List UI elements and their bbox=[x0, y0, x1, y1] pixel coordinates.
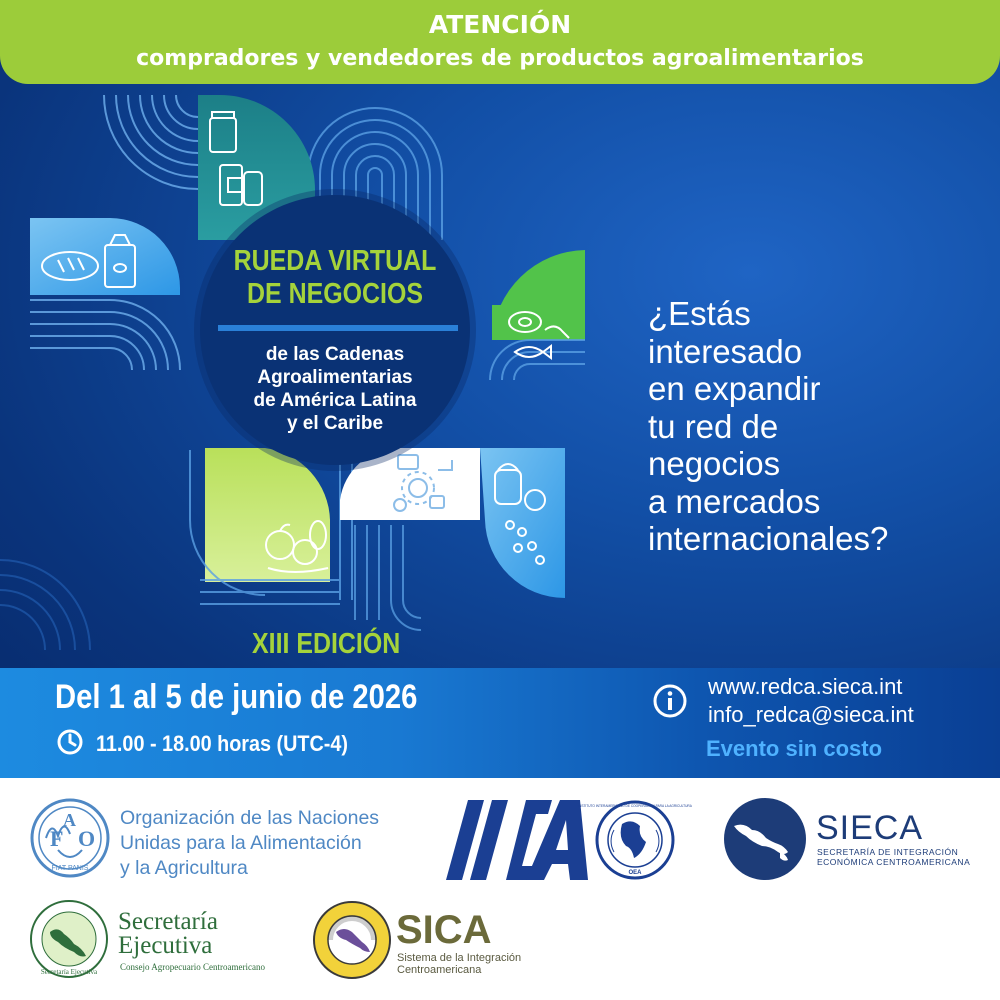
cac-seal-logo bbox=[28, 898, 110, 980]
event-subtitle: de las Cadenas Agroalimentarias de América Latina y el Caribe bbox=[253, 344, 417, 434]
attention-banner bbox=[0, 0, 1000, 84]
sieca-name: SIECA bbox=[816, 809, 924, 847]
event-title: RUEDA VIRTUAL DE NEGOCIOS bbox=[233, 245, 437, 310]
website-link[interactable]: www.redca.sieca.int bbox=[708, 674, 903, 699]
iica-seal-bottom: OEA bbox=[628, 870, 642, 876]
fao-logo bbox=[28, 796, 112, 880]
event-title-circle bbox=[200, 195, 470, 465]
arc-pattern-left bbox=[30, 300, 180, 370]
arc-pattern-top-left bbox=[104, 95, 198, 189]
cac-seal-text: Secretaría Ejecutiva bbox=[40, 968, 98, 976]
arc-pattern-faint bbox=[0, 560, 90, 650]
arc-pattern-right bbox=[490, 340, 585, 380]
fao-letter-o: O bbox=[78, 826, 96, 851]
cost-note: Evento sin costo bbox=[706, 736, 883, 761]
event-hours: 11.00 - 18.00 horas (UTC-4) bbox=[96, 731, 349, 756]
fao-letter-f: F bbox=[50, 826, 64, 851]
title-divider bbox=[218, 325, 458, 331]
cac-subtitle: Consejo Agropecuario Centroamericano bbox=[120, 962, 265, 972]
question-text: ¿Estás interesado en expandir tu red de negocios a mercados internacionales? bbox=[648, 295, 889, 557]
event-dates: Del 1 al 5 de junio de 2026 bbox=[55, 678, 418, 716]
iica-seal-text: INSTITUTO INTERAMERICANO DE COOPERACION PARA LA AGRICULTURA bbox=[578, 804, 692, 808]
edition-label: XIII EDICIÓN bbox=[252, 628, 401, 660]
sica-name: SICA bbox=[396, 908, 492, 952]
arc-pattern-bottom-center bbox=[355, 525, 421, 630]
fao-name: Organización de las Naciones Unidas para la Alimentación y la Agricultura bbox=[120, 807, 380, 879]
sieca-logo bbox=[722, 796, 808, 882]
fao-motto: FIAT PANIS bbox=[51, 865, 89, 872]
sieca-subtitle: SECRETARÍA DE INTEGRACIÓN ECONÓMICA CENTROAMERICANA bbox=[817, 847, 971, 867]
email-link[interactable]: info_redca@sieca.int bbox=[708, 702, 914, 727]
contact-info bbox=[708, 673, 914, 729]
iica-logo bbox=[440, 790, 692, 890]
clock-icon bbox=[56, 728, 84, 756]
fao-letter-a: A bbox=[63, 810, 76, 830]
sica-subtitle: Sistema de la Integración Centroamericana bbox=[397, 952, 522, 976]
info-icon bbox=[652, 683, 688, 719]
banner-title: ATENCIÓN bbox=[428, 10, 572, 39]
cac-name: Secretaría Ejecutiva bbox=[118, 908, 218, 959]
panel-grains bbox=[480, 448, 565, 598]
banner-subtitle: compradores y vendedores de productos agroalimentarios bbox=[136, 46, 864, 71]
sica-seal-logo bbox=[312, 900, 392, 980]
